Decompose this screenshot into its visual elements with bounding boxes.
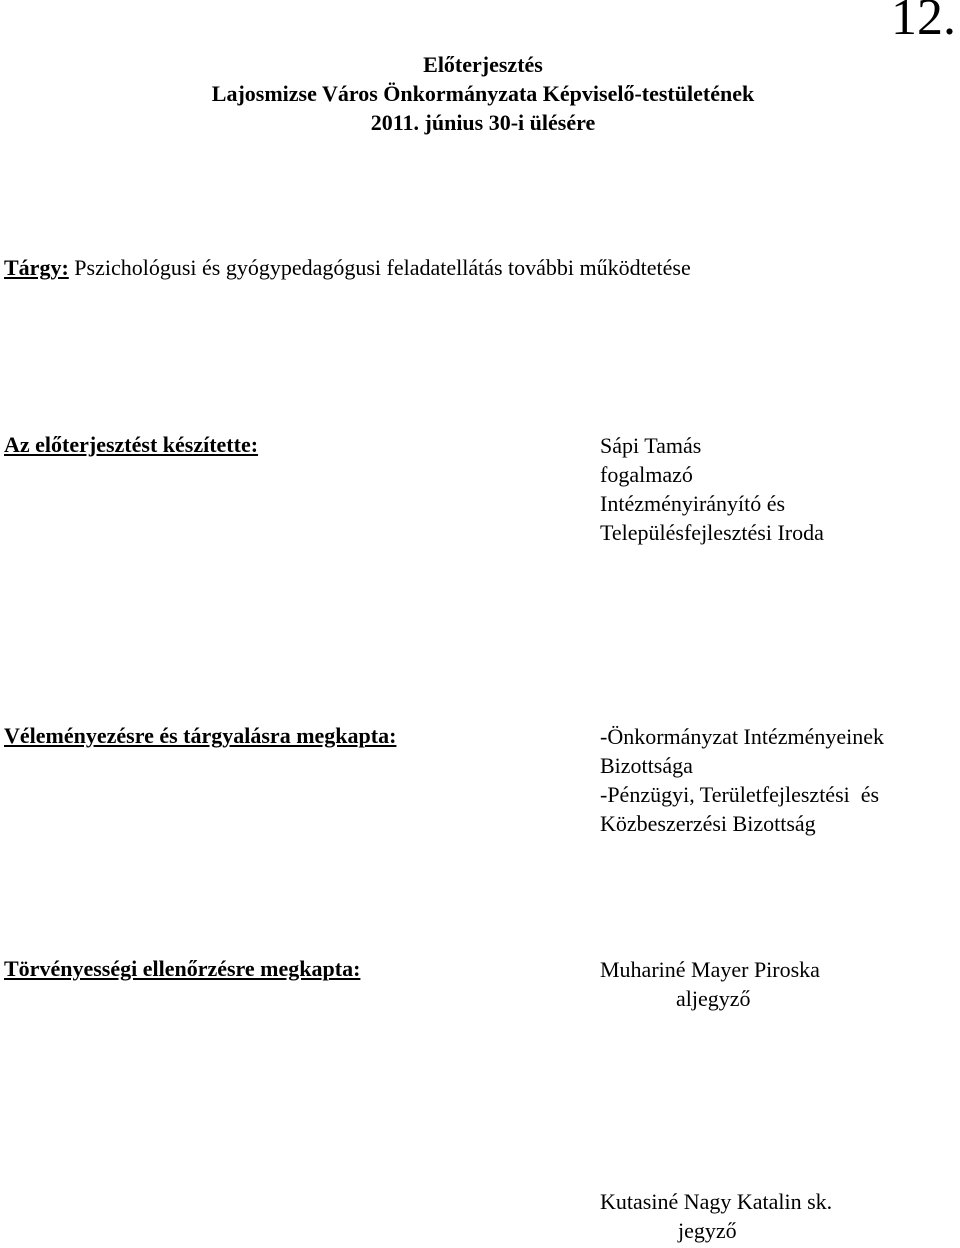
reviewers-details (600, 722, 884, 838)
preparer-position: fogalmazó (600, 462, 693, 487)
subject-text: Pszichológusi és gyógypedagógusi feladatellátás további működtetése (74, 255, 691, 280)
notary-title: jegyző (678, 1218, 737, 1243)
subject-line (4, 253, 691, 283)
deputy-notary-title: aljegyző (676, 986, 751, 1011)
document-title: Előterjesztés (423, 52, 543, 77)
prepared-by-label: Az előterjesztést készítette: (4, 432, 259, 457)
legality-check-details (600, 955, 820, 1013)
signature-block (600, 1187, 832, 1245)
notary-name: Kutasiné Nagy Katalin sk. (600, 1189, 833, 1214)
preparer-name: Sápi Tamás (600, 433, 702, 458)
council-name: Lajosmizse Város Önkormányzata Képviselő-testületének (211, 81, 755, 106)
meeting-date: 2011. június 30-i ülésére (370, 110, 596, 135)
prepared-by-details (600, 431, 824, 547)
reviewer-committee-1: -Önkormányzat Intézményeinek (600, 724, 885, 749)
reviewer-committee-2-cont: Közbeszerzési Bizottság (600, 811, 816, 836)
document-header (0, 50, 960, 137)
subject-label: Tárgy: (4, 255, 69, 280)
reviewers-label: Véleményezésre és tárgyalásra megkapta: (4, 723, 397, 748)
agenda-item-number: 12. (891, 0, 956, 46)
reviewer-committee-2: -Pénzügyi, Területfejlesztési és (600, 782, 880, 807)
preparer-office-line2: Településfejlesztési Iroda (600, 520, 824, 545)
preparer-office-line1: Intézményirányító és (600, 491, 786, 516)
reviewer-committee-1-cont: Bizottsága (600, 753, 693, 778)
legality-check-label: Törvényességi ellenőrzésre megkapta: (4, 956, 361, 981)
deputy-notary-name: Muhariné Mayer Piroska (600, 957, 820, 982)
